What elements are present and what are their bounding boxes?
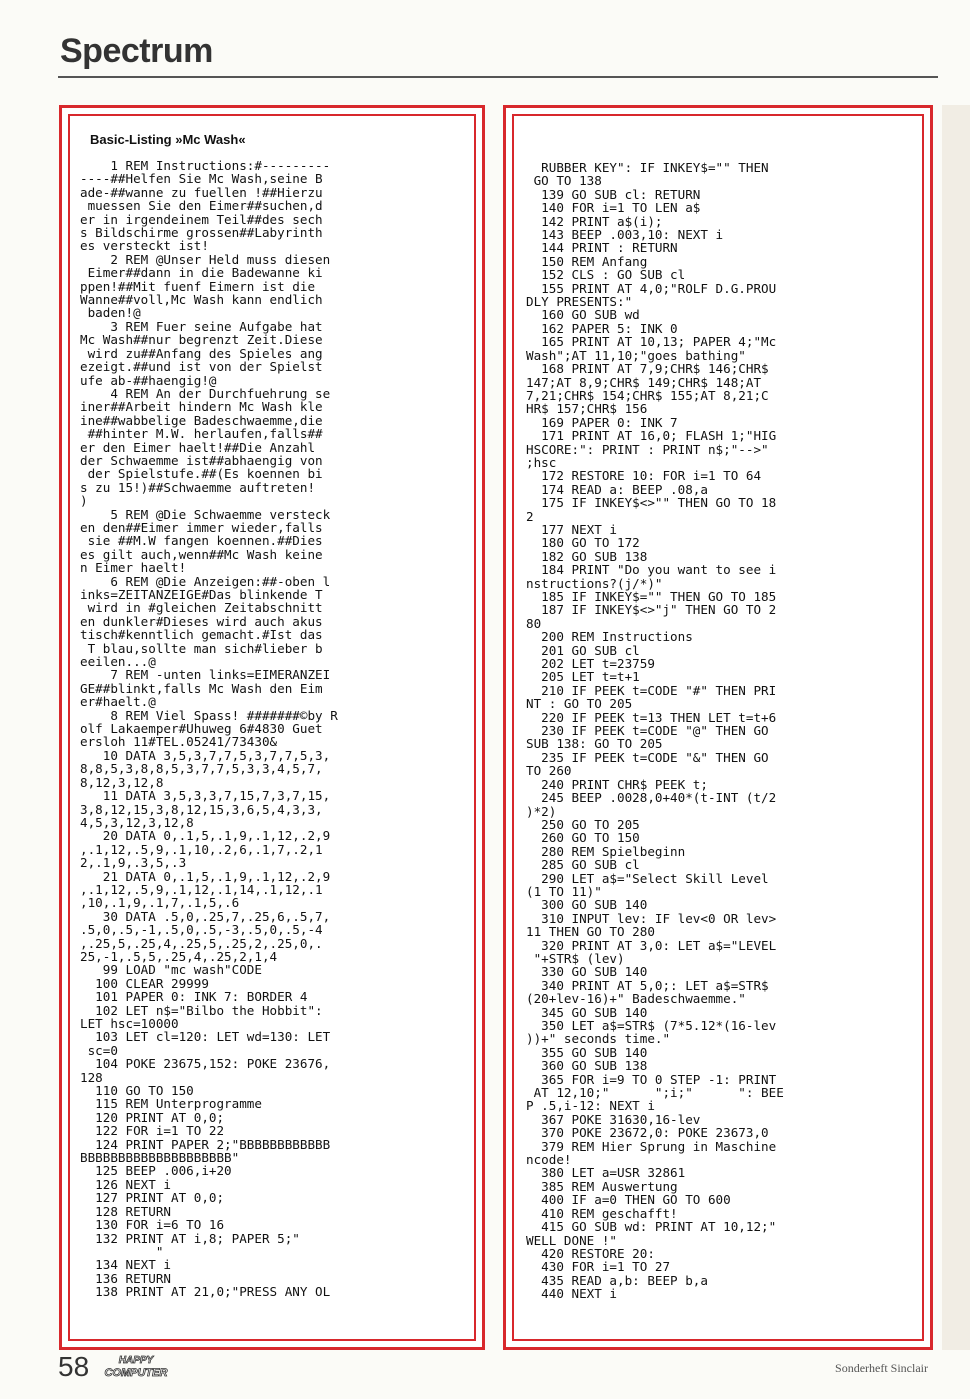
basic-listing-right: RUBBER KEY": IF INKEY$="" THEN GO TO 138 139 GO SUB cl: RETURN 140 FOR i=1 TO LEN a$ 142 PRINT a$(i); 143 BEEP .003,10: NEXT i 144 PRINT : RETURN 150 REM Anfang 152 CLS : GO SUB cl 155 PRINT AT 4,0;"ROLF D.G.PROU DLY PRESENTS:" 160 GO SUB wd 162 PAPER 5: INK 0 165 PRINT AT 10,13; PAPER 4;"Mc Wash";AT 11,10;"goes bathing" 168 PRINT AT 7,9;CHR$ 146;CHR$ 147;AT 8,9;CHR$ 149;CHR$ 148;AT 7,21;CHR$ 154;CHR$ 155;AT 8,21;C HR$ 157;CHR$ 156 169 PAPER 0: INK 7 171 PRINT AT 16,0; FLASH 1;"HIG HSCORE:": PRINT : PRINT n$;"-->" ;hsc 172 RESTORE 10: FOR i=1 TO 64 174 READ a: BEEP .08,a 175 IF INKEY$<>"" THEN GO TO 18 2 177 NEXT i 180 GO TO 172 182 GO SUB 138 184 PRINT "Do you want to see i nstructions?(j/*)" 185 IF INKEY$="" THEN GO TO 185 187 IF INKEY$<>"j" THEN GO TO 2 80 200 REM Instructions 201 GO SUB cl 202 LET t=23759 205 LET t=t+1 210 IF PEEK t=CODE "#" THEN PRI NT : GO TO 205 220 IF PEEK t=13 THEN LET t=t+6 230 IF PEEK t=CODE "@" THEN GO SUB 138: GO TO 205 235 IF PEEK t=CODE "&" THEN GO TO 260 240 PRINT CHR$ PEEK t; 245 BEEP .0028,0+40*(t-INT (t/2 )*2) 250 GO TO 205 260 GO TO 150 280 REM Spielbeginn 285 GO SUB cl 290 LET a$="Select Skill Level (1 TO 11)" 300 GO SUB 140 310 INPUT lev: IF lev<0 OR lev> 11 THEN GO TO 280 320 PRINT AT 3,0: LET a$="LEVEL "+STR$ (lev) 330 GO SUB 140 340 PRINT AT 5,0;: LET a$=STR$ (20+lev-16)+" Badeschwaemme." 345 GO SUB 140 350 LET a$=STR$ (7*5.12*(16-lev ))+" seconds time." 355 GO SUB 140 360 GO SUB 138 365 FOR i=9 TO 0 STEP -1: PRINT AT 12,10;" ";i;" ": BEE P .5,i-12: NEXT i 367 POKE 31630,16-lev 370 POKE 23672,0: POKE 23673,0 379 REM Hier Sprung in Maschine ncode! 380 LET a=USR 32861 385 REM Auswertung 400 IF a=0 THEN GO TO 600 410 REM geschafft! 415 GO SUB wd: PRINT AT 10,12;" WELL DONE !" 420 RESTORE 20: 430 FOR i=1 TO 27 435 READ a,b: BEEP b,a 440 NEXT i	[526, 160, 784, 1302]
listing-frame-left	[68, 114, 476, 1341]
happy-computer-logo-icon	[100, 1352, 172, 1380]
listing-column-right	[503, 105, 933, 1350]
listing-heading: Basic-Listing »Mc Wash«	[90, 132, 246, 147]
basic-listing-left: 1 REM Instructions:#--------- ----##Helfen Sie Mc Wash,seine B ade-##wanne zu fuellen !##Hierzu muessen Sie den Eimer##suchen,d er in irgendeinem Teil##des sech s Bildschirme grossen##Labyrinth es versteckt ist! 2 REM @Unser Held muss diesen Eimer##dann in die Badewanne ki ppen!##Mit fuenf Eimern ist die Wanne##voll,Mc Wash kann endlich baden!@ 3 REM Fuer seine Aufgabe hat Mc Wash##nur begrenzt Zeit.Diese wird zu##Anfang des Spieles ang ezeigt.##und ist von der Spielst ufe ab-##haengig!@ 4 REM An der Durchfuehrung se iner##Arbeit hindern Mc Wash kle ine##wabbelige Badeschwaemme,die ##hinter M.W. herlaufen,falls## er den Eimer haelt!##Die Anzahl der Schwaemme ist##abhaengig von der Spielstufe.##(Es koennen bi s zu 15!)##Schwaemme auftreten! ) 5 REM @Die Schwaemme versteck en den##Eimer immer wieder,falls sie ##M.W fangen koennen.##Dies es gilt auch,wenn##Mc Wash keine n Eimer haelt! 6 REM @Die Anzeigen:##-oben l inks=ZEITANZEIGE#Das blinkende T wird in #gleichen Zeitabschnitt en dunkler#Dieses wird auch akus tisch#kenntlich gemacht.#Ist das T blau,sollte man sich#lieber b eeilen...@ 7 REM -unten links=EIMERANZEI GE##blinkt,falls Mc Wash den Eim er#haelt.@ 8 REM Viel Spass! #######©by R olf Lakaemper#Uhuweg 6#4830 Guet ersloh 11#TEL.05241/73430& 10 DATA 3,5,3,7,7,5,3,7,7,5,3, 8,8,5,3,8,8,5,3,7,7,5,3,3,4,5,7, 8,12,3,12,8 11 DATA 3,5,3,3,7,15,7,3,7,15, 3,8,12,15,3,8,12,15,3,6,5,4,3,3, 4,5,3,12,3,12,8 20 DATA 0,.1,5,.1,9,.1,12,.2,9 ,.1,12,.5,9,.1,10,.2,6,.1,7,.2,1 2,.1,9,.3,5,.3 21 DATA 0,.1,5,.1,9,.1,12,.2,9 ,.1,12,.5,9,.1,12,.1,14,.1,12,.1 ,10,.1,9,.1,7,.1,5,.6 30 DATA .5,0,.25,7,.25,6,.5,7, .5,0,.5,-1,.5,0,.5,-3,.5,0,.5,-4 ,.25,5,.25,4,.25,5,.25,2,.25,0,. 25,-1,.5,5,.25,4,.25,2,1,4 99 LOAD "mc wash"CODE 100 CLEAR 29999 101 PAPER 0: INK 7: BORDER 4 102 LET n$="Bilbo the Hobbit": LET hsc=10000 103 LET cl=120: LET wd=130: LET sc=0 104 POKE 23675,152: POKE 23676, 128 110 GO TO 150 115 REM Unterprogramme 120 PRINT AT 0,0; 122 FOR i=1 TO 22 124 PRINT PAPER 2;"BBBBBBBBBBBB BBBBBBBBBBBBBBBBBBBB" 125 BEEP .006,i+20 126 NEXT i 127 PRINT AT 0,0; 128 RETURN 130 FOR i=6 TO 16 132 PRINT AT i,8; PAPER 5;" " 134 NEXT i 136 RETURN 138 PRINT AT 21,0;"PRESS ANY OL	[80, 158, 338, 1300]
edition-label: Sonderheft Sinclair	[835, 1361, 928, 1375]
listing-column-left	[59, 105, 485, 1350]
section-title: Spectrum	[60, 32, 213, 70]
svg-text:COMPUTER: COMPUTER	[104, 1367, 168, 1379]
listing-frame-right	[512, 114, 924, 1341]
svg-text:HAPPY: HAPPY	[118, 1355, 154, 1366]
page-number: 58	[58, 1351, 90, 1382]
page-header	[58, 30, 938, 78]
adjacent-page-edge	[942, 105, 970, 1350]
